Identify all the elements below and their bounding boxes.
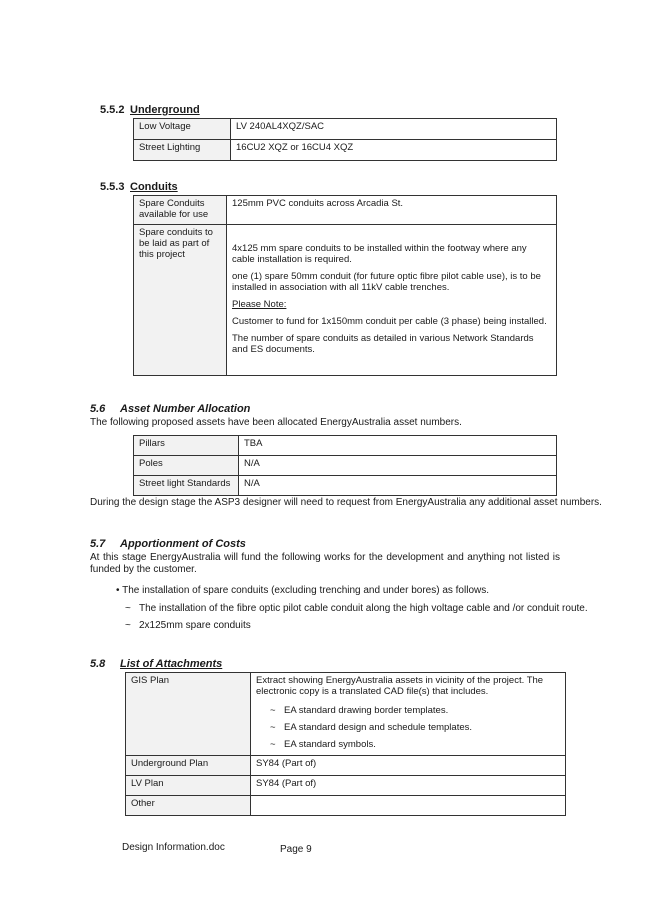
asset-intro: The following proposed assets have been allocated EnergyAustralia asset numbers. — [90, 417, 462, 428]
table-row — [134, 436, 557, 456]
table-row — [134, 119, 557, 140]
row-value: 16CU2 XQZ or 16CU4 XQZ — [231, 140, 557, 161]
subitem-text: 2x125mm spare conduits — [139, 620, 251, 631]
footer-document-name: Design Information.doc — [122, 842, 225, 853]
asset-table — [133, 435, 557, 496]
gis-description: Extract showing EnergyAustralia assets in vicinity of the project. The electronic copy is a translated CAD file(s) that includes. — [256, 675, 544, 697]
row-label: GIS Plan — [126, 673, 251, 756]
section-title: List of Attachments — [120, 658, 223, 670]
note-heading: Please Note: — [232, 299, 287, 310]
conduit-paragraph: one (1) spare 50mm conduit (for future optic fibre pilot cable use), is to be installed in association with all 11kV cable trenches. — [232, 271, 541, 293]
row-value — [251, 796, 566, 816]
costs-bullet — [116, 585, 489, 596]
row-value — [227, 225, 557, 376]
section-5-6-heading — [90, 403, 250, 415]
section-5-8-heading — [90, 658, 222, 670]
section-title: Asset Number Allocation — [120, 403, 251, 415]
row-label: Spare conduits to be laid as part of this project — [134, 225, 227, 376]
conduits-table — [133, 195, 557, 376]
underground-table — [133, 118, 557, 161]
row-value: LV 240AL4XQZ/SAC — [231, 119, 557, 140]
table-row — [126, 756, 566, 776]
dash-icon: ~ — [125, 620, 131, 631]
conduit-paragraph: Customer to fund for 1x150mm conduit per cable (3 phase) being installed. — [232, 316, 547, 327]
bullet-icon: • — [116, 585, 120, 596]
row-label: Underground Plan — [126, 756, 251, 776]
costs-intro: At this stage EnergyAustralia will fund the following works for the development and anything not listed is funded by the customer. — [90, 552, 560, 575]
row-label: Spare Conduits available for use — [134, 196, 227, 225]
row-label: Street Lighting — [134, 140, 231, 161]
row-value: SY84 (Part of) — [251, 776, 566, 796]
row-value: N/A — [239, 456, 557, 476]
section-5-5-2-heading — [100, 104, 200, 116]
row-label: LV Plan — [126, 776, 251, 796]
table-row — [134, 140, 557, 161]
row-label: Other — [126, 796, 251, 816]
dash-icon: ~ — [270, 722, 276, 733]
section-title: Apportionment of Costs — [120, 538, 246, 550]
table-row — [126, 796, 566, 816]
table-row — [134, 196, 557, 225]
section-number: 5.8 — [90, 658, 106, 670]
list-item: ~ EA standard design and schedule templates. — [270, 722, 473, 733]
list-item: ~ EA standard drawing border templates. — [270, 705, 449, 716]
conduit-paragraph: 4x125 mm spare conduits to be installed within the footway where any cable installation is required. — [232, 243, 527, 265]
row-label: Poles — [134, 456, 239, 476]
row-label: Low Voltage — [134, 119, 231, 140]
dash-icon: ~ — [125, 603, 131, 614]
bullet-text: The installation of spare conduits (excluding trenching and under bores) as follows. — [122, 585, 489, 596]
asset-note: During the design stage the ASP3 designer will need to request from EnergyAustralia any additional asset numbers. — [90, 497, 602, 508]
table-row — [126, 776, 566, 796]
row-value: SY84 (Part of) — [251, 756, 566, 776]
row-value: N/A — [239, 476, 557, 496]
dash-icon: ~ — [270, 739, 276, 750]
section-number: 5.5.2 — [100, 104, 125, 116]
conduit-paragraph: The number of spare conduits as detailed in various Network Standards and ES documents. — [232, 333, 534, 355]
footer-page-number: Page 9 — [280, 844, 312, 855]
table-row — [134, 225, 557, 376]
table-row — [126, 673, 566, 756]
section-5-7-heading — [90, 538, 246, 550]
row-label: Street light Standards — [134, 476, 239, 496]
row-label: Pillars — [134, 436, 239, 456]
section-title: Conduits — [130, 181, 178, 193]
section-number: 5.5.3 — [100, 181, 125, 193]
section-title: Underground — [130, 104, 200, 116]
section-number: 5.6 — [90, 403, 106, 415]
table-row — [134, 476, 557, 496]
costs-subitem — [125, 603, 588, 614]
row-value: 125mm PVC conduits across Arcadia St. — [227, 196, 557, 225]
subitem-text: The installation of the fibre optic pilot cable conduit along the high voltage cable and /or conduit route. — [139, 603, 588, 614]
list-item: ~ EA standard symbols. — [270, 739, 376, 750]
row-value: TBA — [239, 436, 557, 456]
costs-subitem — [125, 620, 251, 631]
section-5-5-3-heading — [100, 181, 178, 193]
table-row — [134, 456, 557, 476]
section-number: 5.7 — [90, 538, 106, 550]
attachments-table — [125, 672, 566, 816]
dash-icon: ~ — [270, 705, 276, 716]
row-value — [251, 673, 566, 756]
